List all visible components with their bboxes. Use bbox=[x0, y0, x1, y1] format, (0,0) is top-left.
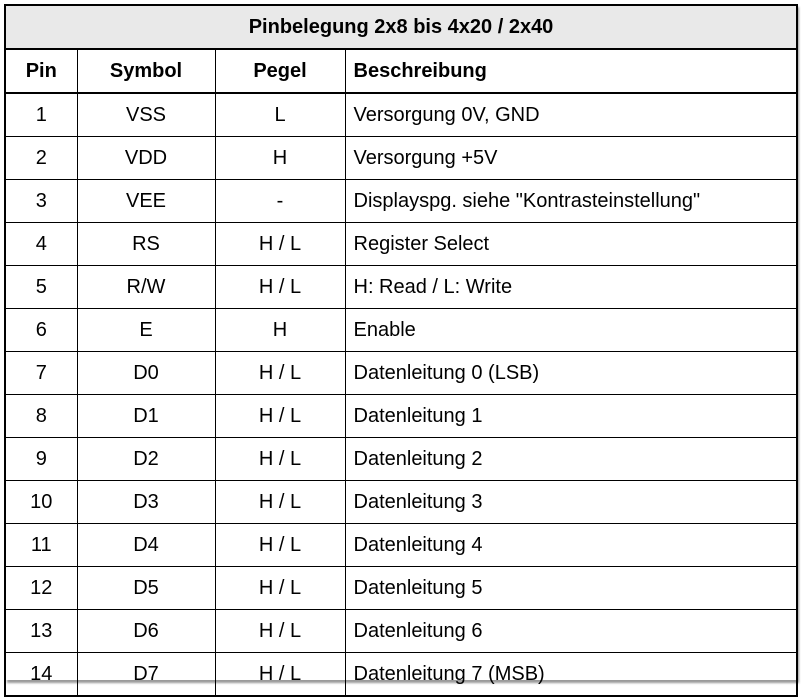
level-cell: H bbox=[215, 309, 345, 352]
table-row bbox=[5, 352, 797, 395]
table-row bbox=[5, 223, 797, 266]
symbol-cell: VEE bbox=[77, 180, 215, 223]
description-cell: Versorgung +5V bbox=[345, 137, 797, 180]
table-row bbox=[5, 438, 797, 481]
symbol-cell: R/W bbox=[77, 266, 215, 309]
pin-cell: 14 bbox=[5, 653, 77, 697]
pin-cell: 3 bbox=[5, 180, 77, 223]
pin-cell: 5 bbox=[5, 266, 77, 309]
description-cell: Datenleitung 7 (MSB) bbox=[345, 653, 797, 697]
table-row bbox=[5, 266, 797, 309]
table-row bbox=[5, 309, 797, 352]
table-header-row bbox=[5, 49, 797, 93]
pin-cell: 9 bbox=[5, 438, 77, 481]
pin-table-frame bbox=[4, 4, 796, 685]
symbol-cell: RS bbox=[77, 223, 215, 266]
level-cell: H / L bbox=[215, 352, 345, 395]
table-title: Pinbelegung 2x8 bis 4x20 / 2x40 bbox=[5, 5, 797, 49]
pin-cell: 13 bbox=[5, 610, 77, 653]
table-title-row bbox=[5, 5, 797, 49]
level-cell: H / L bbox=[215, 438, 345, 481]
table-row bbox=[5, 481, 797, 524]
level-cell: H / L bbox=[215, 395, 345, 438]
description-cell: Register Select bbox=[345, 223, 797, 266]
symbol-cell: D7 bbox=[77, 653, 215, 697]
level-cell: H / L bbox=[215, 223, 345, 266]
table-row bbox=[5, 524, 797, 567]
level-cell: L bbox=[215, 93, 345, 137]
description-cell: Enable bbox=[345, 309, 797, 352]
description-cell: Datenleitung 6 bbox=[345, 610, 797, 653]
pin-cell: 8 bbox=[5, 395, 77, 438]
table-row bbox=[5, 395, 797, 438]
pin-cell: 2 bbox=[5, 137, 77, 180]
level-cell: H / L bbox=[215, 481, 345, 524]
description-cell: Datenleitung 4 bbox=[345, 524, 797, 567]
level-cell: H / L bbox=[215, 610, 345, 653]
description-cell: Datenleitung 5 bbox=[345, 567, 797, 610]
level-cell: H / L bbox=[215, 266, 345, 309]
description-cell: Datenleitung 2 bbox=[345, 438, 797, 481]
description-cell: Datenleitung 0 (LSB) bbox=[345, 352, 797, 395]
symbol-cell: D6 bbox=[77, 610, 215, 653]
pin-cell: 11 bbox=[5, 524, 77, 567]
description-cell: Datenleitung 1 bbox=[345, 395, 797, 438]
column-header-level: Pegel bbox=[215, 49, 345, 93]
pin-assignment-table bbox=[4, 4, 798, 697]
level-cell: H / L bbox=[215, 524, 345, 567]
pin-cell: 1 bbox=[5, 93, 77, 137]
symbol-cell: D5 bbox=[77, 567, 215, 610]
description-cell: Datenleitung 3 bbox=[345, 481, 797, 524]
table-row bbox=[5, 137, 797, 180]
pin-cell: 4 bbox=[5, 223, 77, 266]
level-cell: H / L bbox=[215, 653, 345, 697]
table-row bbox=[5, 93, 797, 137]
description-cell: Displayspg. siehe "Kontrasteinstellung" bbox=[345, 180, 797, 223]
symbol-cell: D2 bbox=[77, 438, 215, 481]
symbol-cell: VDD bbox=[77, 137, 215, 180]
level-cell: H / L bbox=[215, 567, 345, 610]
pin-cell: 6 bbox=[5, 309, 77, 352]
description-cell: Versorgung 0V, GND bbox=[345, 93, 797, 137]
symbol-cell: D3 bbox=[77, 481, 215, 524]
level-cell: - bbox=[215, 180, 345, 223]
pin-cell: 7 bbox=[5, 352, 77, 395]
table-row bbox=[5, 180, 797, 223]
column-header-description: Beschreibung bbox=[345, 49, 797, 93]
symbol-cell: D4 bbox=[77, 524, 215, 567]
description-cell: H: Read / L: Write bbox=[345, 266, 797, 309]
pin-cell: 12 bbox=[5, 567, 77, 610]
table-row bbox=[5, 653, 797, 697]
symbol-cell: E bbox=[77, 309, 215, 352]
symbol-cell: D1 bbox=[77, 395, 215, 438]
symbol-cell: D0 bbox=[77, 352, 215, 395]
symbol-cell: VSS bbox=[77, 93, 215, 137]
column-header-symbol: Symbol bbox=[77, 49, 215, 93]
table-row bbox=[5, 610, 797, 653]
column-header-pin: Pin bbox=[5, 49, 77, 93]
pin-cell: 10 bbox=[5, 481, 77, 524]
table-row bbox=[5, 567, 797, 610]
table-body bbox=[5, 93, 797, 696]
level-cell: H bbox=[215, 137, 345, 180]
